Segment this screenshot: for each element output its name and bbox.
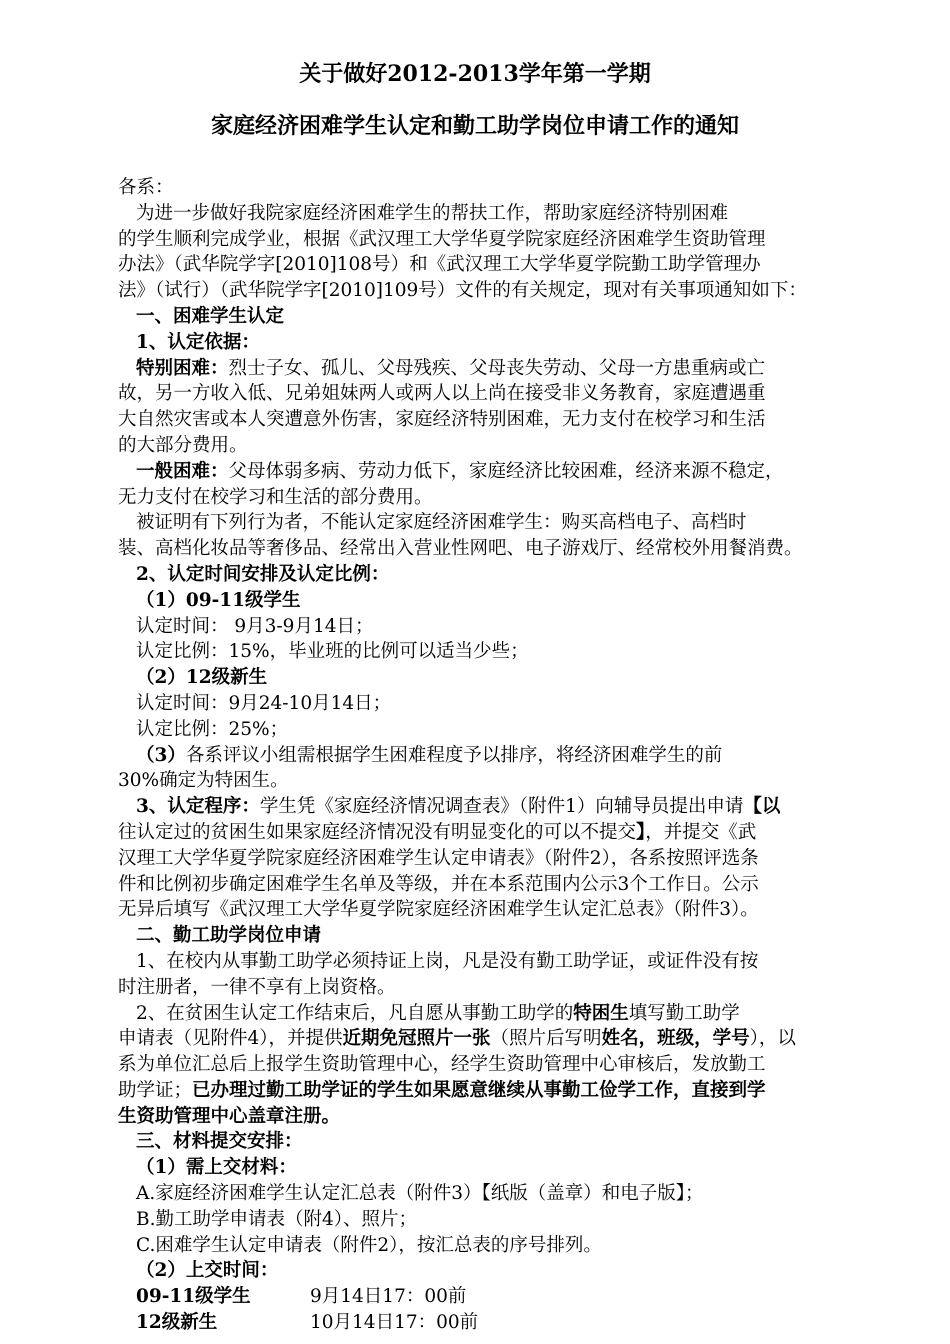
group1-ratio: 认定比例：15%，毕业班的比例可以适当少些； bbox=[136, 641, 529, 663]
procedure-text: 学生凭《家庭经济情况调查表》（附件1）向辅导员提出申请 bbox=[259, 796, 744, 818]
group2-time: 认定时间：9月24-10月14日； bbox=[136, 692, 392, 714]
special-text-line: 的大部分费用。 bbox=[118, 434, 248, 456]
material-a: A.家庭经济困难学生认定汇总表（附件3）【纸版（盖章）和电子版】； bbox=[136, 1183, 704, 1205]
item3-text-line: 30%确定为特困生。 bbox=[118, 770, 289, 792]
deadline-1-group: 09-11级学生 bbox=[136, 1286, 251, 1308]
section2-p2-line: 系为单位汇总后上报学生资助管理中心，经学生资助管理中心审核后，发放勤工 bbox=[118, 1054, 766, 1076]
item3-label: （3） bbox=[136, 744, 186, 766]
special-text: 烈士子女、孤儿、父母残疾、父母丧失劳动、父母一方患重病或亡 bbox=[228, 357, 766, 379]
intro-line: 为进一步做好我院家庭经济困难学生的帮扶工作，帮助家庭经济特别困难 bbox=[136, 202, 729, 224]
deadline-2-time: 10月14日17：00前 bbox=[310, 1312, 479, 1334]
section2-p1-line: 1、在校内从事勤工助学必须持证上岗，凡是没有勤工助学证，或证件没有按 bbox=[136, 950, 759, 972]
procedure-label: 3、认定程序： bbox=[136, 796, 260, 818]
p2-text: （照片后写明 bbox=[490, 1028, 602, 1050]
section2-p2-line bbox=[118, 1026, 874, 1052]
special-text-line: 故，另一方收入低、兄弟姐妹两人或两人以上尚在接受非义务教育，家庭遭遇重 bbox=[118, 383, 766, 405]
intro-line: 法》（试行）（武华院学字[2010]109号）文件的有关规定，现对有关事项通知如下： bbox=[118, 280, 807, 302]
basis-heading: 1、认定依据： bbox=[136, 331, 260, 353]
special-difficulty-line bbox=[118, 356, 874, 382]
intro-line: 办法》（武华院学字[2010]108号）和《武汉理工大学华夏学院勤工助学管理办 bbox=[118, 254, 761, 276]
general-text-line: 无力支付在校学习和生活的部分费用。 bbox=[118, 486, 433, 508]
procedure-text: 往认定过的贫困生如果家庭经济情况没有明显变化的可以不提交 bbox=[118, 821, 637, 843]
procedure-text: ，并提交《武 bbox=[645, 821, 757, 843]
general-difficulty-line bbox=[118, 459, 874, 485]
intro-line: 的学生顺利完成学业，根据《武汉理工大学华夏学院家庭经济困难学生资助管理 bbox=[118, 228, 766, 250]
p2-emphasis: 近期免冠照片一张 bbox=[342, 1028, 491, 1050]
exclusion-line: 装、高档化妆品等奢侈品、经常出入营业性网吧、电子游戏厅、经常校外用餐消费。 bbox=[118, 538, 803, 560]
deadline-2-group: 12级新生 bbox=[136, 1312, 218, 1334]
p2-text: 申请表（见附件4），并提供 bbox=[118, 1028, 343, 1050]
procedure-text-line: 无异后填写《武汉理工大学华夏学院家庭经济困难学生认定汇总表》（附件3）。 bbox=[118, 899, 759, 921]
p2-emphasis: 特困生 bbox=[573, 1002, 629, 1024]
special-text-line: 大自然灾害或本人突遭意外伤害，家庭经济特别困难，无力支付在校学习和生活 bbox=[118, 409, 766, 431]
deadline-1 bbox=[118, 1284, 874, 1310]
procedure-bracket-open: 【以 bbox=[743, 796, 781, 818]
procedure-text-line: 件和比例初步确定困难学生名单及等级，并在本系范围内公示3个工作日。公示 bbox=[118, 873, 759, 895]
schedule-heading: 2、认定时间安排及认定比例： bbox=[136, 563, 390, 585]
procedure-line bbox=[118, 820, 874, 846]
salutation: 各系： bbox=[118, 177, 174, 198]
section2-p2-line bbox=[118, 1078, 874, 1104]
group1-heading: （1）09-11级学生 bbox=[136, 589, 301, 611]
general-text: 父母体弱多病、劳动力低下，家庭经济比较困难，经济来源不稳定， bbox=[228, 460, 784, 482]
section2-p2-line: 生资助管理中心盖章注册。 bbox=[118, 1105, 341, 1127]
special-label: 特别困难： bbox=[136, 357, 229, 379]
section3-heading: 三、材料提交安排： bbox=[136, 1131, 303, 1153]
group2-heading: （2）12级新生 bbox=[136, 667, 268, 689]
procedure-bracket-close: 】 bbox=[636, 821, 646, 843]
p2-text: 2、在贫困生认定工作结束后，凡自愿从事勤工助学的 bbox=[136, 1002, 574, 1024]
group1-time: 认定时间： 9月3-9月14日； bbox=[136, 615, 374, 637]
time-heading: （2）上交时间： bbox=[136, 1260, 279, 1282]
section2-p2-line bbox=[118, 1001, 874, 1027]
p2-text: 填写勤工助学 bbox=[628, 1002, 740, 1024]
procedure-text-line: 汉理工大学华夏学院家庭经济困难学生认定申请表》（附件2），各系按照评选条 bbox=[118, 847, 759, 869]
title-line-1: 关于做好2012-2013学年第一学期 bbox=[299, 61, 651, 87]
document-body bbox=[118, 175, 874, 1336]
item3-line bbox=[118, 743, 874, 769]
p2-text: ），以 bbox=[749, 1028, 796, 1050]
exclusion-line: 被证明有下列行为者，不能认定家庭经济困难学生：购买高档电子、高档时 bbox=[136, 512, 747, 534]
section2-heading: 二、勤工助学岗位申请 bbox=[136, 925, 322, 947]
material-c: C.困难学生认定申请表（附件2），按汇总表的序号排列。 bbox=[136, 1234, 602, 1256]
p2-text: 助学证； bbox=[118, 1079, 193, 1101]
item3-text: 各系评议小组需根据学生困难程度予以排序，将经济困难学生的前 bbox=[185, 744, 723, 766]
section2-p1-line: 时注册者，一律不享有上岗资格。 bbox=[118, 976, 396, 998]
general-label: 一般困难： bbox=[136, 460, 229, 482]
procedure-line bbox=[118, 794, 874, 820]
material-b: B.勤工助学申请表（附4）、照片； bbox=[136, 1208, 417, 1230]
materials-heading: （1）需上交材料： bbox=[136, 1157, 297, 1179]
p2-emphasis: 已办理过勤工助学证的学生如果愿意继续从事勤工俭学工作，直接到学 bbox=[192, 1079, 766, 1101]
section1-heading: 一、困难学生认定 bbox=[136, 305, 285, 327]
title-line-2: 家庭经济困难学生认定和勤工助学岗位申请工作的通知 bbox=[210, 113, 739, 139]
deadline-2 bbox=[118, 1310, 874, 1336]
p2-emphasis: 姓名，班级，学号 bbox=[601, 1028, 750, 1050]
group2-ratio: 认定比例：25%； bbox=[136, 718, 289, 740]
deadline-1-time: 9月14日17：00前 bbox=[310, 1286, 467, 1308]
